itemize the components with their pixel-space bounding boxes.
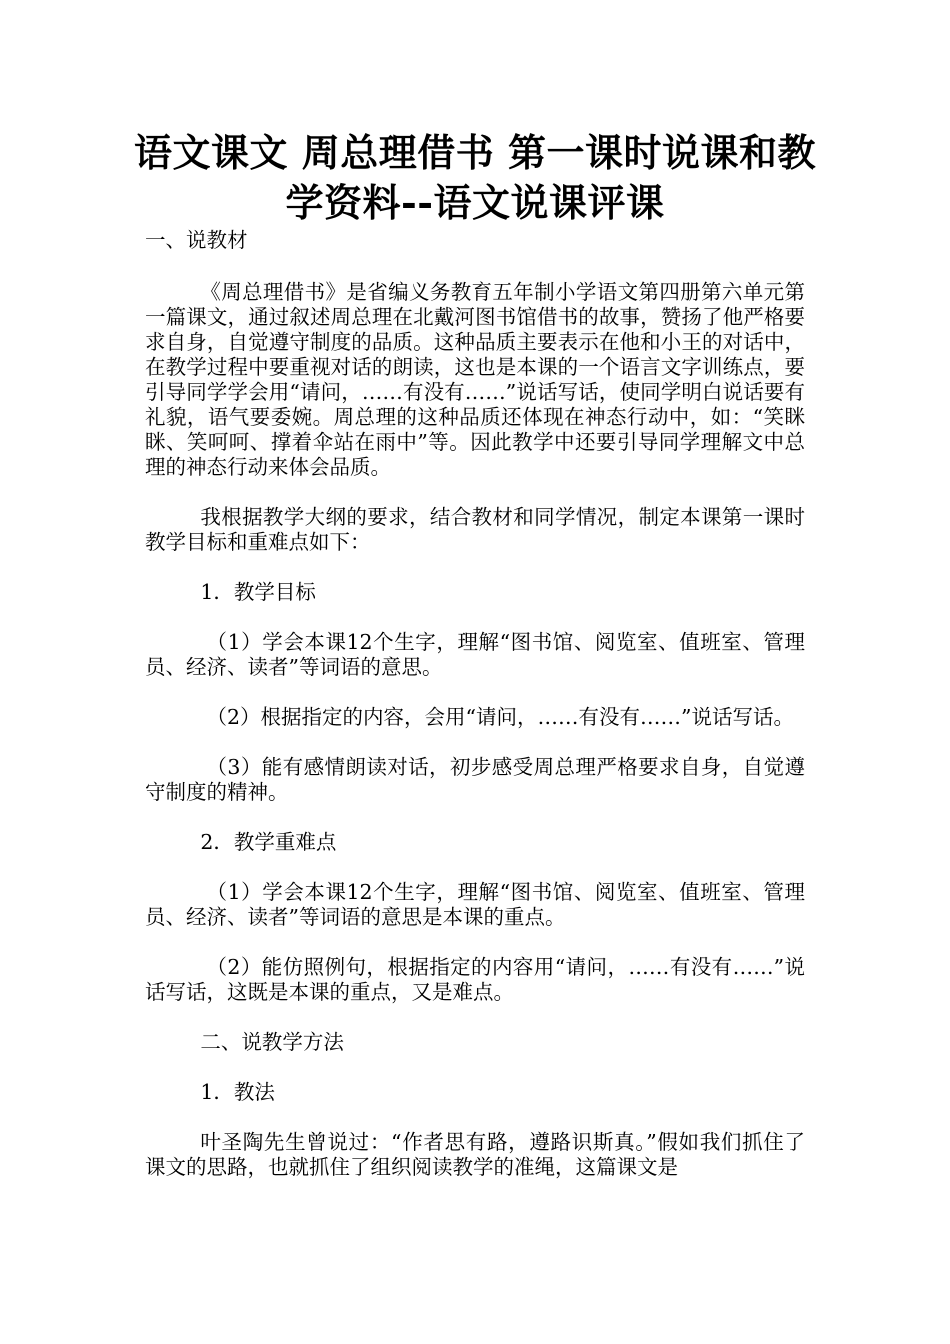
section-heading-textbook: 一、说教材 [145, 228, 248, 252]
subheading-teaching-method: 1．教法 [200, 1080, 275, 1104]
section-heading-methods: 二、说教学方法 [200, 1030, 344, 1054]
paragraph-textbook-intro: 《周总理借书》是省编义务教育五年制小学语文第四册第六单元第一篇课文，通过叙述周总理在北戴河图书馆借书的故事，赞扬了他严格要求自身，自觉遵守制度的品质。这种品质主要表示在他和小王的对话中，在教学过程中要重视对话的朗读，这也是本课的一个语言文字训练点，要引导同学学会用“请问，……有没有……”说话写话，使同学明白说话要有礼貌，语气要委婉。周总理的这种品质还体现在神态行动中，如：“笑眯眯、笑呵呵、撑着伞站在雨中”等。因此教学中还要引导同学理解文中总理的神态行动来体会品质。 [145, 280, 805, 479]
goal-item-1: （1）学会本课12个生字，理解“图书馆、阅览室、值班室、管理员、经济、读者”等词语的意思。 [145, 630, 805, 679]
document-body [145, 228, 805, 1205]
paragraph-objectives-intro: 我根据教学大纲的要求，结合教材和同学情况，制定本课第一课时教学目标和重难点如下： [145, 505, 805, 554]
subheading-teaching-goals: 1．教学目标 [200, 580, 316, 604]
document-title: 语文课文 周总理借书 第一课时说课和教学资料--语文说课评课 [134, 130, 816, 225]
goal-item-2: （2）根据指定的内容，会用“请问，……有没有……”说话写话。 [206, 705, 795, 729]
paragraph-method-intro: 叶圣陶先生曾说过：“作者思有路，遵路识斯真。”假如我们抓住了课文的思路，也就抓住了组织阅读教学的准绳，这篇课文是 [145, 1130, 805, 1179]
key-point-item-1: （1）学会本课12个生字，理解“图书馆、阅览室、值班室、管理员、经济、读者”等词语的意思是本课的重点。 [145, 880, 805, 929]
goal-item-3: （3）能有感情朗读对话，初步感受周总理严格要求自身，自觉遵守制度的精神。 [145, 755, 805, 804]
subheading-key-points: 2．教学重难点 [200, 830, 337, 854]
key-point-item-2: （2）能仿照例句，根据指定的内容用“请问，……有没有……”说话写话，这既是本课的重点，又是难点。 [145, 955, 805, 1004]
